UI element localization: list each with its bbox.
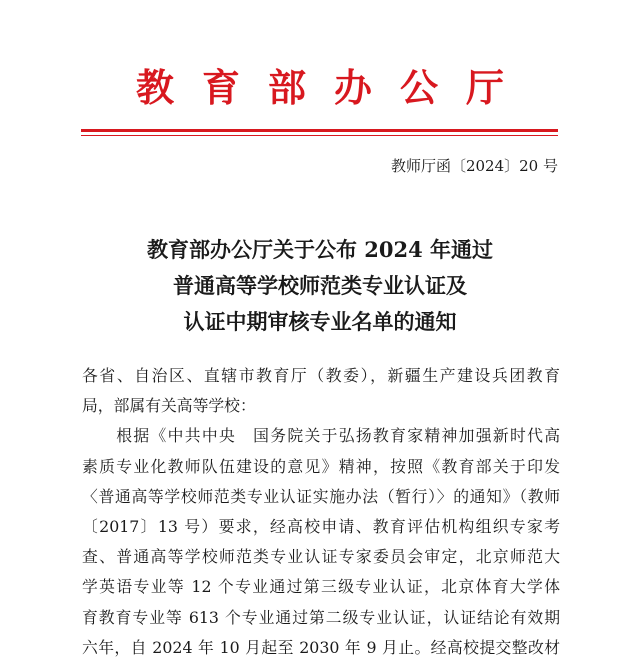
body-line: 查、普通高等学校师范类专业认证专家委员会审定，北京师范大 bbox=[82, 547, 560, 567]
document-title-line: 普通高等学校师范类专业认证及 bbox=[173, 273, 467, 298]
addressee-line: 局，部属有关高等学校： bbox=[82, 396, 256, 416]
issuer-header: 教育部办公厅 bbox=[135, 65, 532, 110]
body-line: 六年，自 2024 年 10 月起至 2030 年 9 月止。经高校提交整改材 bbox=[82, 637, 560, 657]
body-line: 根据《中共中央 国务院关于弘扬教育家精神加强新时代高 bbox=[82, 426, 560, 446]
header-rule-thin bbox=[81, 135, 558, 136]
body-line: 育教育专业等 613 个专业通过第二级专业认证，认证结论有效期 bbox=[82, 607, 560, 627]
body-line: 学英语专业等 12 个专业通过第三级专业认证，北京体育大学体 bbox=[82, 577, 560, 597]
document-title-line: 认证中期审核专业名单的通知 bbox=[183, 309, 457, 334]
body-line: 〈普通高等学校师范类专业认证实施办法（暂行）〉的通知》（教师 bbox=[82, 486, 560, 506]
body-line: 〔2017〕13 号）要求，经高校申请、教育评估机构组织专家考 bbox=[82, 517, 560, 537]
document-title-line: 教育部办公厅关于公布 2024 年通过 bbox=[146, 237, 494, 262]
body-line: 素质专业化教师队伍建设的意见》精神，按照《教育部关于印发 bbox=[82, 456, 560, 476]
document-title bbox=[0, 232, 640, 340]
header-rule-thick bbox=[81, 129, 558, 132]
document-number: 教师厅函〔2024〕20 号 bbox=[390, 157, 558, 175]
addressee-line: 各省、自治区、直辖市教育厅（教委），新疆生产建设兵团教育 bbox=[82, 366, 560, 385]
document-body bbox=[82, 361, 560, 663]
